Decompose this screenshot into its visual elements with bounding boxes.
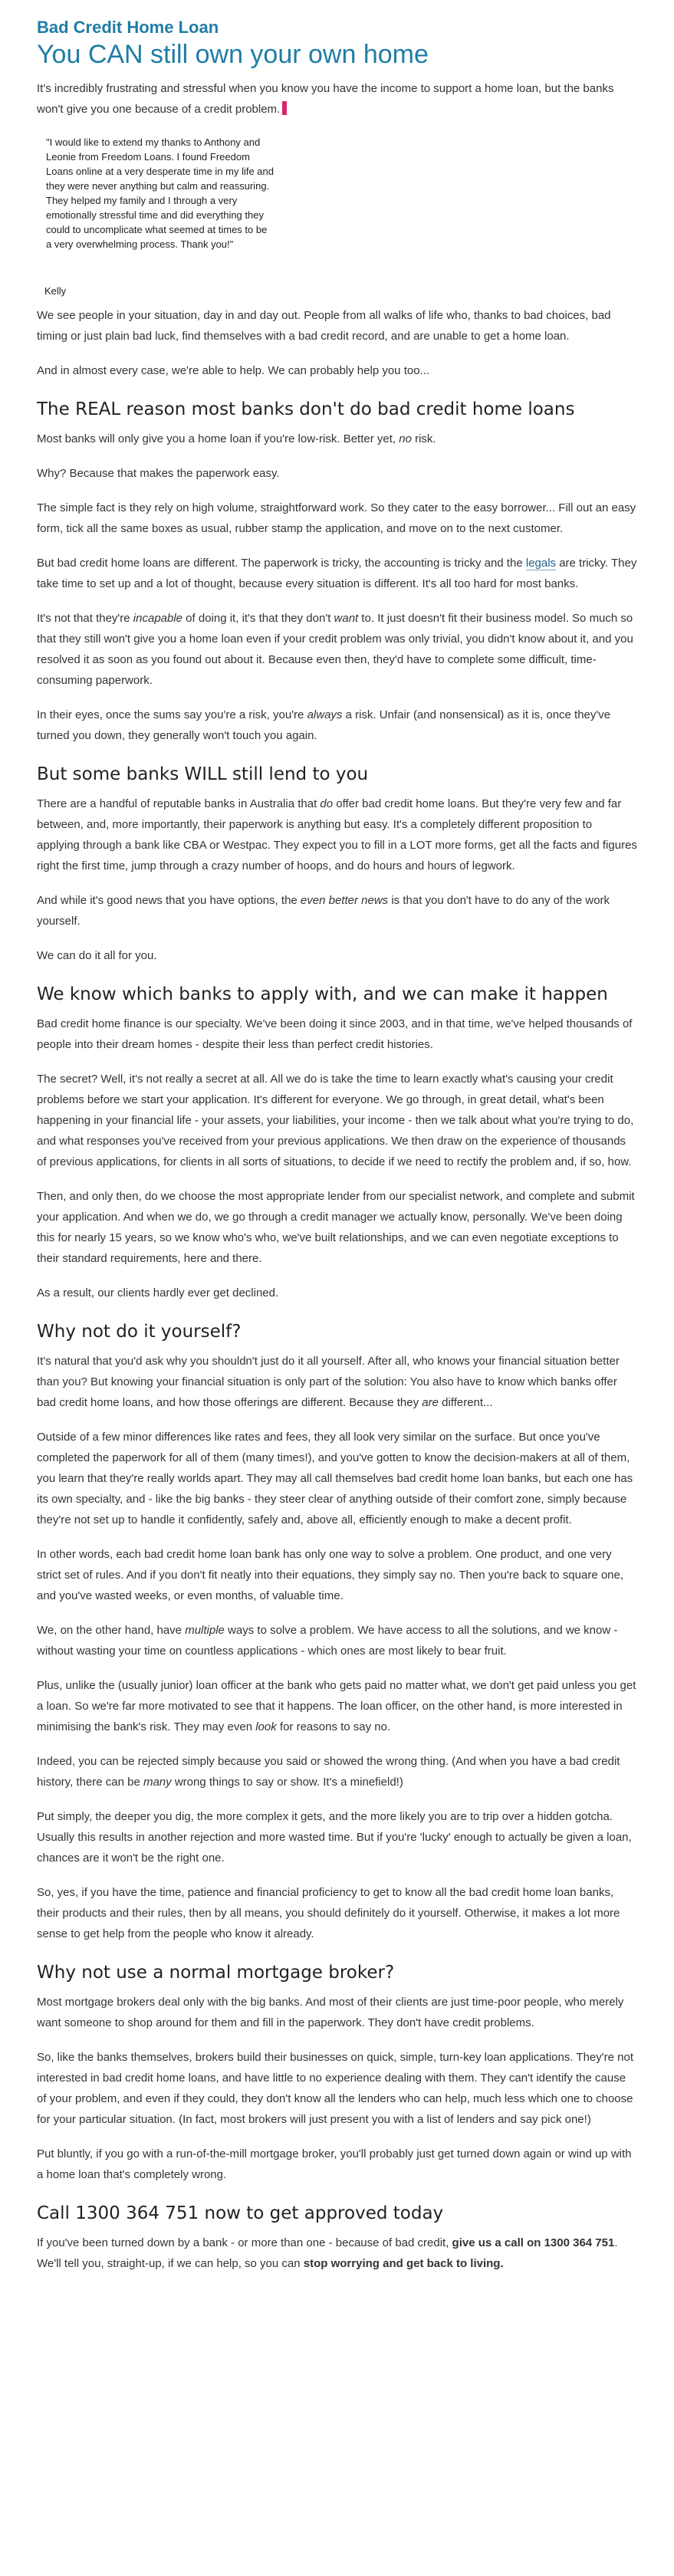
paragraph: Most banks will only give you a home loan if you're low-risk. Better yet, no risk. [37,432,436,445]
paragraph: As a result, our clients hardly ever get declined. [37,1286,279,1300]
paragraph: Bad credit home finance is our specialty. We've been doing it since 2003, and in that time, we've helped thousands of people into their dream homes - despite their less than perfect credit histories. [37,1017,633,1051]
paragraph: We can do it all for you. [37,949,157,962]
paragraph: There are a handful of reputable banks in Australia that do offer bad credit home loans. But they're very few and far between, and, more importantly, their paperwork is anything but easy. It's a completely different proposition to applying through a bank like CBA or Westpac. They expect you to fill in a LOT more forms, get all the facts and figures right the first time, jump through a crazy number of hoops, and do hours and hours of legwork. [37,797,637,872]
testimonial [44,135,275,299]
section-heading-call-now: Call 1300 364 751 now to get approved today [37,2203,444,2223]
paragraph: The secret? Well, it's not really a secret at all. All we do is take the time to learn exactly what's causing your credit problems before we start your application. It's different for everyone. We go through, in great detail, what's been happening in your financial life - your assets, your liabilities, your income - then we talk about what you're trying to do, and what responses you've received from your previous applications. We then draw on the experience of thousands of previous applications, for clients in all sorts of situations, to decide if we need to rectify the problem and, if so, how. [37,1073,634,1168]
section-heading-we-know: We know which banks to apply with, and we can make it happen [37,984,608,1004]
cta-paragraph: If you've been turned down by a bank - or more than one - because of bad credit, give us a call on 1300 364 751. We'll tell you, straight-up, if we can help, so you can stop worrying and get back to living. [37,2236,618,2270]
paragraph: So, like the banks themselves, brokers build their businesses on quick, simple, turn-key loan applications. They're not interested in bad credit home loans, and have little to no experience dealing with them. They can't identify the cause of your problem, and even if they could, they don't know all the lenders who can help, much less which one to choose for your particular situation. (In fact, most brokers will just present you with a list of lenders and say pick one!) [37,2051,633,2126]
paragraph: The simple fact is they rely on high volume, straightforward work. So they cater to the easy borrower... Fill out an easy form, tick all the same boxes as usual, rubber stamp the application, and move on to the next customer. [37,501,636,535]
testimonial-text: "I would like to extend my thanks to Anthony and Leonie from Freedom Loans. I found Freedom Loans online at a very desperate time in my life and they were never anything but calm and reassuring. They helped my family and I through a very emotionally stressful time and did everything they could to uncomplicate what seemed at times to be a very overwhelming process. Thank you!" [46,136,275,250]
paragraph: It's natural that you'd ask why you shouldn't just do it all yourself. After all, who knows your financial situation better than you? But knowing your financial situation is only part of the solution: You also have to know which banks offer bad credit home loans, and how those offerings are different. Because they are different... [37,1355,620,1409]
paragraph: And while it's good news that you have options, the even better news is that you don't have to do any of the work yourself. [37,894,610,928]
paragraph: Most mortgage brokers deal only with the big banks. And most of their clients are just time-poor people, who merely want someone to shop around for them and fill in the paperwork. They don't have credit problems. [37,1996,624,2029]
page-eyebrow: Bad Credit Home Loan [37,18,219,37]
section-heading-some-banks: But some banks WILL still lend to you [37,764,369,784]
intro-paragraph: It's incredibly frustrating and stressful when you know you have the income to support a home loan, but the banks won't give you one because of a credit problem. [37,82,614,116]
paragraph: In their eyes, once the sums say you're a risk, you're always a risk. Unfair (and nonsensical) as it is, once they've turned you down, they generally won't touch you again. [37,708,611,742]
paragraph: We, on the other hand, have multiple ways to solve a problem. We have access to all the solutions, and we know - without wasting your time on countless applications - which ones are most likely to bear fruit. [37,1624,618,1658]
paragraph: Indeed, you can be rejected simply because you said or showed the wrong thing. (And when you have a bad credit history, there can be many wrong things to say or show. It's a minefield!) [37,1755,620,1789]
flag-icon[interactable] [282,101,287,115]
paragraph: Put bluntly, if you go with a run-of-the-mill mortgage broker, you'll probably just get turned down again or wind up with a home loan that's completely wrong. [37,2147,632,2181]
paragraph: In other words, each bad credit home loan bank has only one way to solve a problem. One product, and one very strict set of rules. And if you don't fit neatly into their equations, they simply say no. Then you're back to square one, and you've wasted weeks, or even months, of valuable time. [37,1548,624,1602]
legals-link[interactable]: legals [525,557,557,570]
section-heading-mortgage-broker: Why not use a normal mortgage broker? [37,1963,395,1983]
paragraph: So, yes, if you have the time, patience and financial proficiency to get to know all the bad credit home loan banks, their products and their rules, then by all means, you should definitely do it yourself. Otherwise, it makes a lot more sense to get help from the people who know it already. [37,1886,620,1940]
paragraph: Plus, unlike the (usually junior) loan officer at the bank who gets paid no matter what, we don't get paid unless you get a loan. So we're far more motivated to see that it happens. The loan officer, on the other hand, is more interested in minimising the bank's risk. They may even look for reasons to say no. [37,1679,636,1733]
intro-paragraph-3: And in almost every case, we're able to help. We can probably help you too... [37,364,430,377]
paragraph: But bad credit home loans are different. The paperwork is tricky, the accounting is tricky and the legals are tricky. They take time to set up and a lot of thought, because every situation is different. It's all too hard for most banks. [37,557,637,590]
paragraph: It's not that they're incapable of doing it, it's that they don't want to. It just doesn't fit their business model. So much so that they still won't give you a home loan even if your credit problem was only trivial, you didn't know about it, and you resolved it as soon as you found out about it. Because even then, they'd have to complete some difficult, time-consuming paperwork. [37,612,633,687]
paragraph: Outside of a few minor differences like rates and fees, they all look very similar on the surface. But once you've completed the paperwork for all of them (many times!), and you've gotten to know the decision-makers at all of them, you learn that they're really worlds apart. They may all call themselves bad credit home loan banks, but each one has its own specialty, and - like the big banks - they steer clear of anything outside of their comfort zone, simply because they're not set up to handle it confidently, safely and, above all, efficiently enough to make a decent profit. [37,1431,633,1526]
paragraph: Then, and only then, do we choose the most appropriate lender from our specialist network, and complete and submit your application. And when we do, we go through a credit manager we actually know, personally. We've been doing this for nearly 15 years, so we know who's who, we've built relationships, and we can even negotiate exceptions to their standard requirements, here and there. [37,1190,635,1265]
testimonial-author: Kelly [44,285,67,297]
section-heading-real-reason: The REAL reason most banks don't do bad credit home loans [37,399,575,419]
page-title: You CAN still own your own home [37,40,429,69]
section-heading-do-it-yourself: Why not do it yourself? [37,1322,242,1342]
paragraph: Put simply, the deeper you dig, the more complex it gets, and the more likely you are to trip over a hidden gotcha. Usually this results in another rejection and more wasted time. But if you're 'lucky' enough to actually be given a loan, chances are it won't be the right one. [37,1810,632,1865]
paragraph: Why? Because that makes the paperwork easy. [37,467,280,480]
intro-paragraph-2: We see people in your situation, day in and day out. People from all walks of life who, thanks to bad choices, bad timing or just plain bad luck, find themselves with a bad credit record, and are unable to get a home loan. [37,309,611,343]
call-cta: give us a call on 1300 364 751 [452,2236,615,2249]
